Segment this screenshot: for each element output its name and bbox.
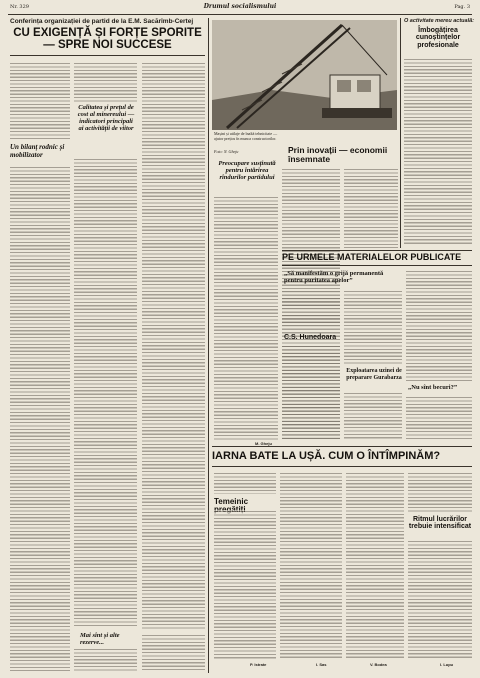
article-column [404,58,472,246]
article-column [282,290,340,330]
article-column [280,472,342,660]
crane-photo [212,20,397,130]
subhead-calitatea: Calitatea și prețul de cost al minereului — indicatori principali ai activității de viitor [77,104,135,133]
divider [282,250,472,251]
article-column [142,62,205,630]
signature: V. Bodea [370,662,387,667]
divider [282,265,472,266]
temeinic-headline: Temeinic [214,497,249,506]
article-column [408,540,472,660]
right-headline: Îmbogățirea cunoștințelor profesionale [415,27,461,49]
article-column [74,158,137,628]
photo-caption: Mașini și utilaje de înaltă tehnicitate — ajutor prețios în munca constructorilor. [214,131,278,141]
article-column [346,472,404,660]
header-rule [8,14,472,15]
signature: I. Lupu [440,662,454,667]
signature: P. Istrate [250,662,267,667]
article-column [344,168,398,248]
signature: I. Sas [316,662,327,667]
article-column [214,510,276,660]
article-column [344,290,402,365]
cs-hunedoara-headline: C.S. Hunedoara [284,334,337,341]
article-column [214,196,278,440]
article-column [142,634,205,672]
right-kicker: O activitate mereu actuală: [404,18,475,24]
crane-illustration [212,20,397,130]
nu-sint-headline: „Nu sînt becuri?” [408,384,458,391]
ritmul-headline: Ritmul lucrărilor trebuie intensificat [408,516,472,531]
article-column [406,270,472,382]
divider [212,466,472,467]
divider [212,446,472,447]
issue-number: Nr. 329 [10,4,29,10]
article-column [214,472,276,494]
article-column [408,472,472,512]
masthead: Drumul socialismului [203,3,277,10]
photo-credit: Foto: N. Gheju [214,149,239,154]
signature: M. Gheju [255,441,272,446]
main-headline: CU EXIGENȚĂ ȘI FORȚE SPORITE — SPRE NOI SUCCESE [13,27,202,52]
article-column [406,396,472,440]
article-column [344,392,402,440]
preocupare-headline: Preocupare susținută pentru întărirea rîndurilor partidului [218,160,276,182]
column-divider [208,18,209,673]
subhead-rezerve: Mai sînt și alte rezerve... [80,632,120,647]
column-divider [400,18,401,248]
article-column [74,648,137,672]
article-column [10,166,70,671]
iarna-headline: IARNA BATE LA UȘĂ. CUM O ÎNTÎMPINĂM? [212,450,441,462]
sa-manifestam-headline: „Să manifestăm o grijă permanentă pentru puritatea apelor” [284,270,384,285]
article-column [74,62,137,102]
article-column [10,62,70,140]
pe-urmele-headline: PE URMELE MATERIALELOR PUBLICATE [282,252,462,262]
explorarea-headline: Exploatarea uzinei de preparare Gurabarza [346,368,402,381]
divider [10,55,205,56]
subhead-bilant: Un bilanț rodnic și mobilizator [10,143,65,159]
page-number: Pag. 3 [454,4,470,10]
article-column [282,345,340,440]
prin-inovatii-headline: Prin inovații — economii însemnate [288,145,388,164]
top-kicker: Conferința organizației de partid de la E.M. Sacărîmb-Certej [10,18,194,25]
